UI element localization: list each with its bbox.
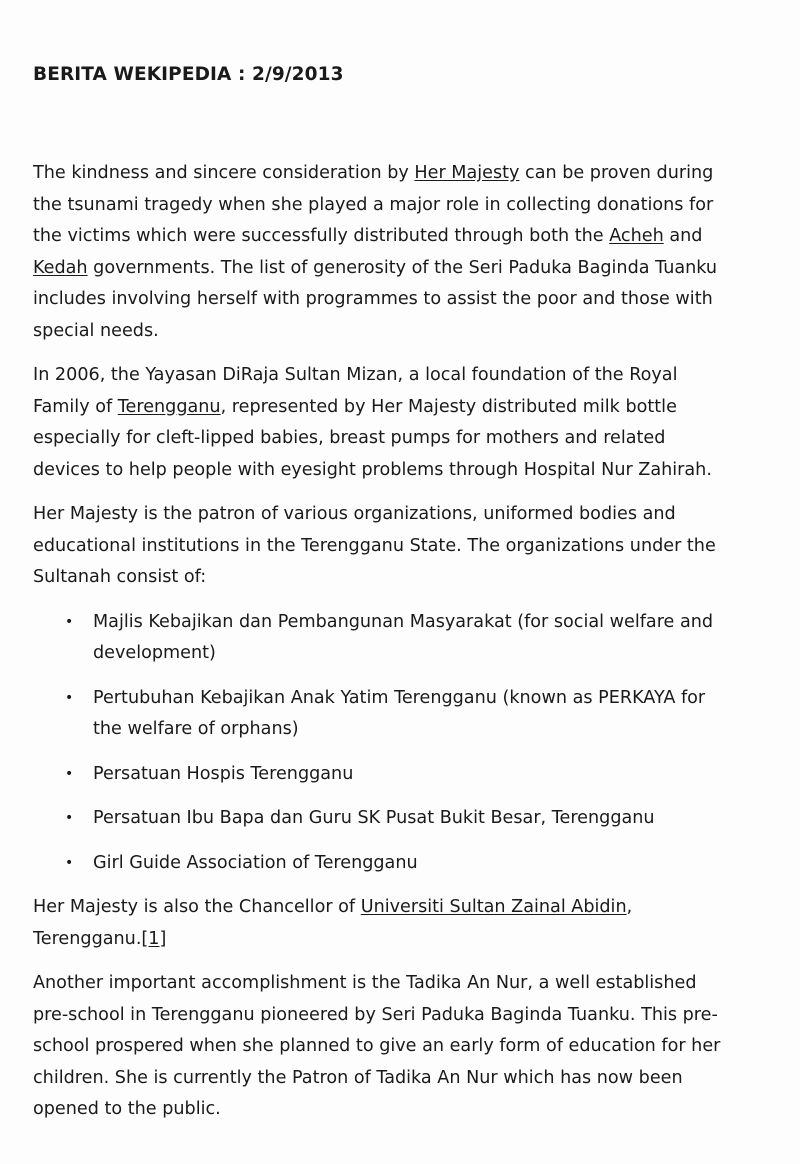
list-item <box>57 759 733 791</box>
paragraph-text: , represented by Her Majesty distributed milk bottle especially for cleft-lipped babies, breast pumps for mothers and related devices to help people with eyesight problems through Hospital Nur Zahirah. <box>33 396 712 480</box>
list-item-text: Persatuan Hospis Terengganu <box>93 763 354 784</box>
paragraph-text: can be proven during the tsunami tragedy when she played a major role in collecting donations for the victims which were successfully distributed through both the <box>33 163 714 246</box>
list-item-text: Girl Guide Association of Terengganu <box>93 852 418 873</box>
paragraph-text: Her Majesty is also the Chancellor of <box>33 897 361 917</box>
bullet-icon: • <box>65 765 74 782</box>
reference-link[interactable]: [1] <box>141 928 167 949</box>
paragraph-text: , Terengganu. <box>33 897 633 949</box>
bullet-icon: • <box>65 613 74 630</box>
paragraph-text: and <box>663 226 703 246</box>
bullet-icon: • <box>65 689 74 706</box>
list-item-text: Majlis Kebajikan dan Pembangunan Masyarakat (for social welfare and development) <box>93 611 714 663</box>
paragraph-chancellor <box>33 892 733 955</box>
paragraph-tsunami <box>33 158 733 347</box>
organizations-list <box>33 607 733 880</box>
page-title: BERITA WEKIPEDIA : 2/9/2013 <box>33 64 344 85</box>
paragraph-patron: Her Majesty is the patron of various organizations, uniformed bodies and educational institutions in the Terengganu State. The organizations under the Sultanah consist of: <box>33 504 716 587</box>
kedah-link[interactable]: Kedah <box>33 257 88 278</box>
list-item <box>57 607 733 670</box>
list-item-text: Persatuan Ibu Bapa dan Guru SK Pusat Bukit Besar, Terengganu <box>93 808 655 828</box>
paragraph-tadika: Another important accomplishment is the Tadika An Nur, a well established pre-school in Terengganu pioneered by Seri Paduka Baginda Tuanku. This pre-school prospered when she planned to give an early form of education for her children. She is currently the Patron of Tadika An Nur which has now been opened to the public. <box>33 973 721 1119</box>
terengganu-link[interactable]: Terengganu <box>117 396 221 417</box>
article-body <box>33 158 733 1139</box>
list-item <box>57 848 733 880</box>
paragraph-text: governments. The list of generosity of the Seri Paduka Baginda Tuanku includes involving herself with programmes to assist the poor and those with special needs. <box>33 257 718 341</box>
paragraph-text: The kindness and sincere consideration by <box>33 163 415 183</box>
bullet-icon: • <box>65 854 74 871</box>
paragraph-text: In 2006, the Yayasan DiRaja Sultan Mizan, a local foundation of the Royal Family of <box>33 365 678 417</box>
paragraph-foundation <box>33 360 733 486</box>
list-item <box>57 803 733 835</box>
list-item <box>57 683 733 746</box>
universiti-sultan-zainal-abidin-link[interactable]: Universiti Sultan Zainal Abidin <box>360 897 627 917</box>
bullet-icon: • <box>65 810 74 826</box>
her-majesty-link[interactable]: Her Majesty <box>414 163 520 183</box>
list-item-text: Pertubuhan Kebajikan Anak Yatim Terengganu (known as PERKAYA for the welfare of orphans) <box>93 687 706 739</box>
acheh-link[interactable]: Acheh <box>609 226 664 246</box>
